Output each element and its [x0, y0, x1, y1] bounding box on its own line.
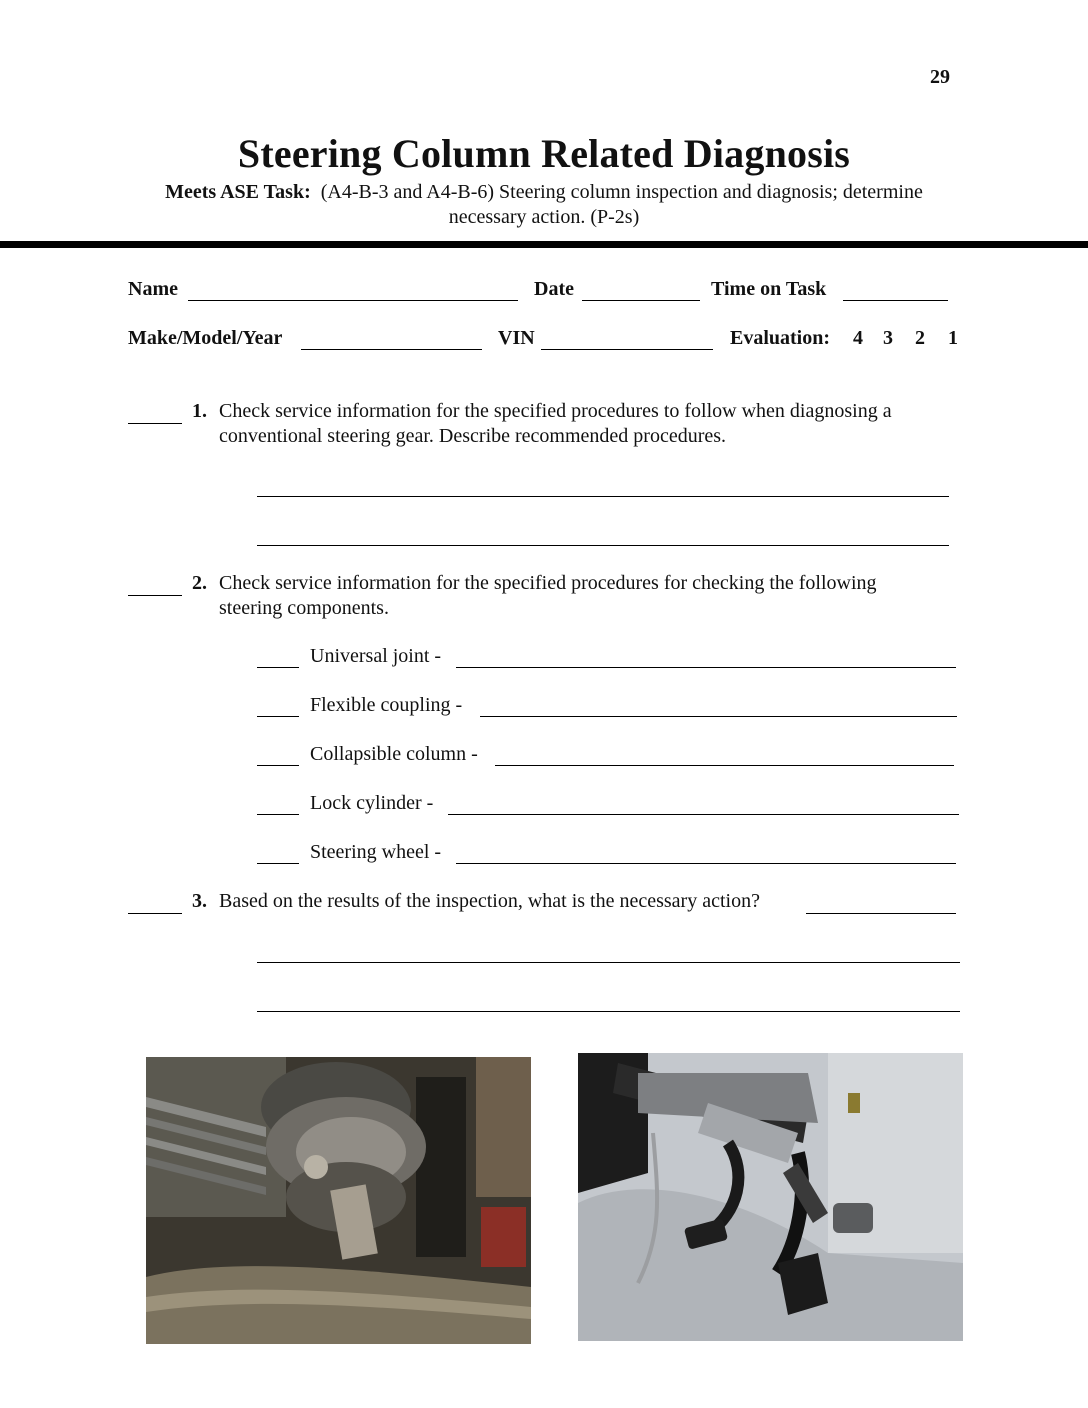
- time-on-task-label: Time on Task: [711, 278, 827, 300]
- flexible-coupling-answer-line[interactable]: [480, 716, 957, 717]
- item-1-check-blank[interactable]: [128, 423, 182, 424]
- universal-joint-photo: [146, 1057, 531, 1344]
- page-number: 29: [930, 66, 950, 88]
- collapsible-column-check-blank[interactable]: [257, 765, 299, 766]
- lock-cylinder-label: Lock cylinder -: [310, 792, 434, 814]
- flexible-coupling-check-blank[interactable]: [257, 716, 299, 717]
- item-3-answer-inline[interactable]: [806, 913, 956, 914]
- item-3-text: Based on the results of the inspection, what is the necessary action?: [219, 890, 760, 912]
- item-2-text-line-1: Check service information for the specified procedures for checking the following: [219, 572, 877, 594]
- item-3-number: 3.: [192, 890, 207, 912]
- item-2-text-line-2: steering components.: [219, 597, 389, 619]
- time-on-task-field[interactable]: [843, 300, 948, 301]
- item-1-answer-line-2[interactable]: [257, 545, 949, 546]
- evaluation-label: Evaluation:: [730, 327, 831, 349]
- universal-joint-check-blank[interactable]: [257, 667, 299, 668]
- evaluation-option-4[interactable]: 4: [853, 327, 863, 349]
- name-label: Name: [128, 278, 178, 300]
- date-label: Date: [534, 278, 574, 300]
- steering-column-pedals-photo: [578, 1053, 963, 1341]
- item-3-answer-line-1[interactable]: [257, 962, 960, 963]
- evaluation-option-2[interactable]: 2: [915, 327, 925, 349]
- item-3-answer-line-2[interactable]: [257, 1011, 960, 1012]
- name-field[interactable]: [188, 300, 518, 301]
- steering-wheel-check-blank[interactable]: [257, 863, 299, 864]
- ase-task-label: Meets ASE Task:: [165, 181, 311, 203]
- make-model-year-field[interactable]: [301, 349, 482, 350]
- header-divider: [0, 241, 1088, 248]
- universal-joint-photo-graphic: [146, 1057, 531, 1344]
- lock-cylinder-answer-line[interactable]: [448, 814, 959, 815]
- item-1-number: 1.: [192, 400, 207, 422]
- ase-task-line-1: [0, 180, 1088, 204]
- vin-field[interactable]: [541, 349, 713, 350]
- universal-joint-label: Universal joint -: [310, 645, 442, 667]
- collapsible-column-label: Collapsible column -: [310, 743, 478, 765]
- steering-wheel-label: Steering wheel -: [310, 841, 442, 863]
- vin-label: VIN: [498, 327, 535, 349]
- evaluation-option-1[interactable]: 1: [948, 327, 958, 349]
- item-2-number: 2.: [192, 572, 207, 594]
- page-title: Steering Column Related Diagnosis: [237, 131, 851, 176]
- evaluation-option-3[interactable]: 3: [883, 327, 893, 349]
- steering-column-pedals-photo-graphic: [578, 1053, 963, 1341]
- item-1-text-line-2: conventional steering gear. Describe recommended procedures.: [219, 425, 727, 447]
- item-2-check-blank[interactable]: [128, 595, 182, 596]
- item-1-answer-line-1[interactable]: [257, 496, 949, 497]
- date-field[interactable]: [582, 300, 700, 301]
- collapsible-column-answer-line[interactable]: [495, 765, 954, 766]
- item-3-check-blank[interactable]: [128, 913, 182, 914]
- make-model-year-label: Make/Model/Year: [128, 327, 283, 349]
- steering-wheel-answer-line[interactable]: [456, 863, 956, 864]
- universal-joint-answer-line[interactable]: [456, 667, 956, 668]
- item-1-text-line-1: Check service information for the specified procedures to follow when diagnosing a: [219, 400, 892, 422]
- flexible-coupling-label: Flexible coupling -: [310, 694, 463, 716]
- ase-task-text-1: (A4-B-3 and A4-B-6) Steering column inspection and diagnosis; determine: [320, 181, 923, 203]
- lock-cylinder-check-blank[interactable]: [257, 814, 299, 815]
- ase-task-line-2: necessary action. (P-2s): [448, 206, 640, 228]
